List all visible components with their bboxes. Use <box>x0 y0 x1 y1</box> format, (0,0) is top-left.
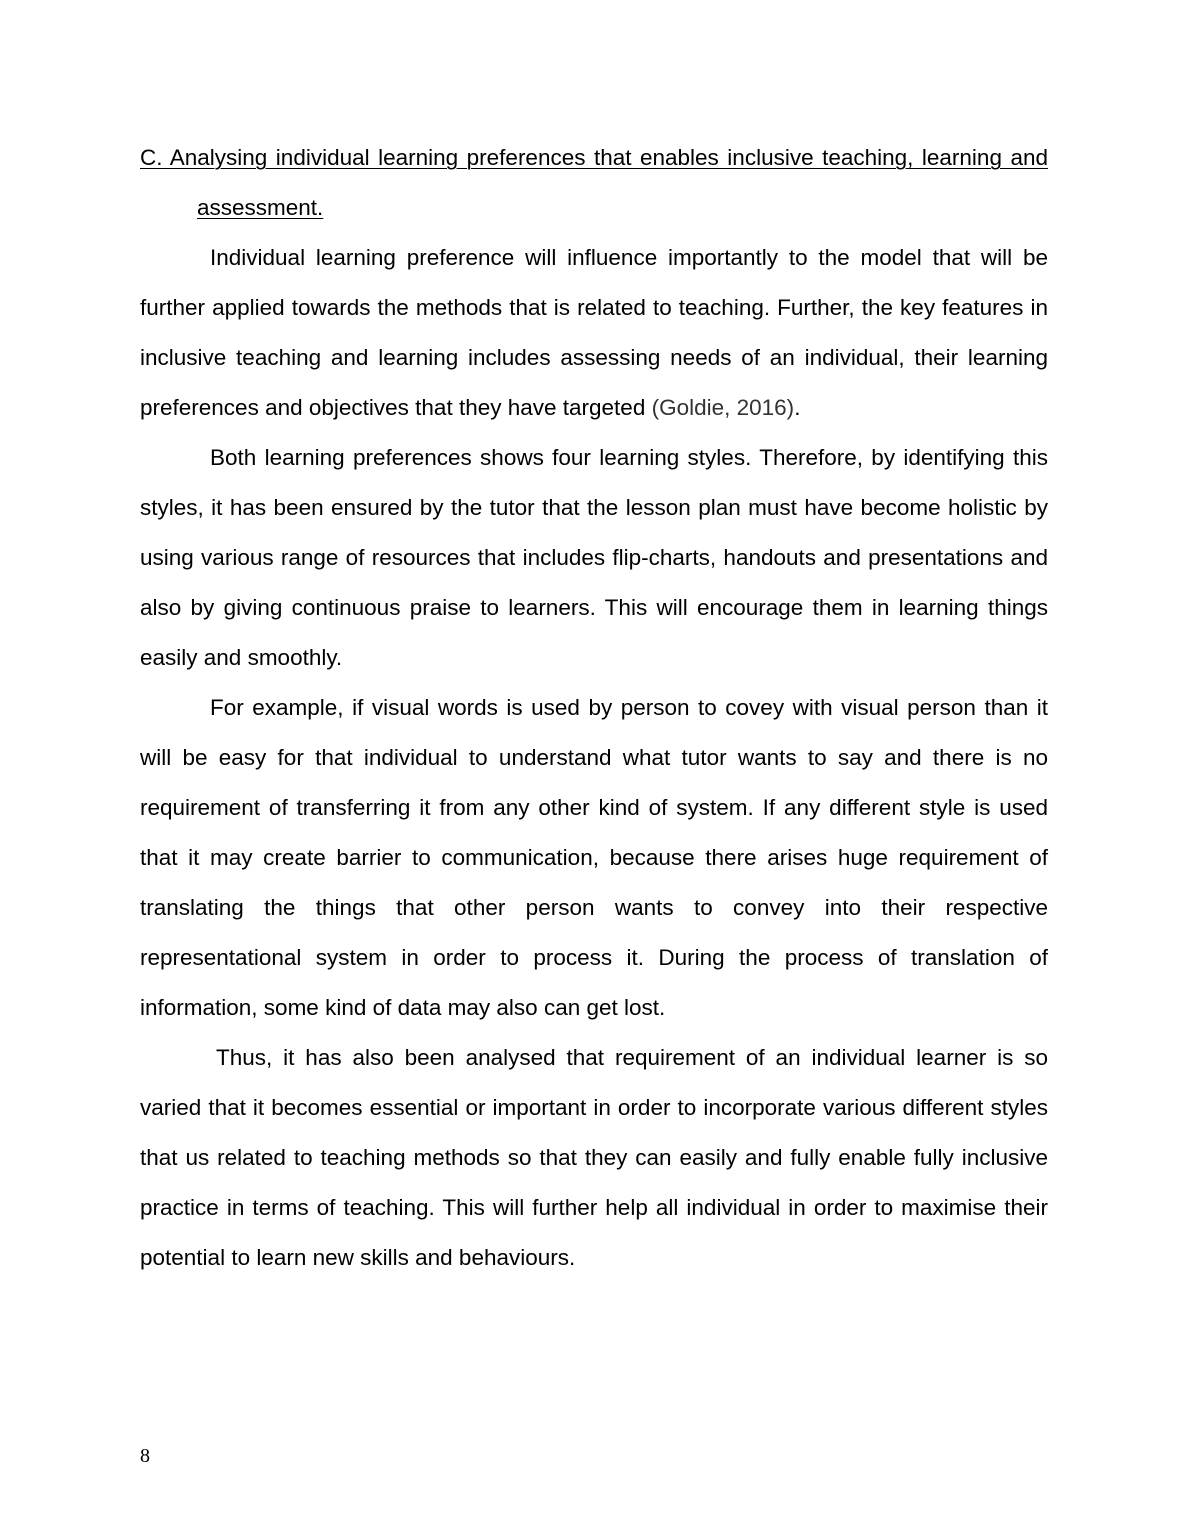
citation-goldie: (Goldie, 2016) <box>651 395 795 420</box>
section-heading <box>140 133 1048 233</box>
page-number: 8 <box>140 1445 150 1467</box>
paragraph-1-end: . <box>794 395 801 420</box>
paragraph-2 <box>140 433 1048 683</box>
section-heading-text: C. Analysing individual learning preferences that enables inclusive teaching, learning and assessment. <box>140 145 1048 220</box>
document-body <box>140 133 1048 1283</box>
paragraph-1 <box>140 233 1048 433</box>
paragraph-2-text: Both learning preferences shows four learning styles. Therefore, by identifying this styles, it has been ensured by the tutor that the lesson plan must have become holistic by using various range of resources that includes flip-charts, handouts and presentations and also by giving continuous praise to learners. This will encourage them in learning things easily and smoothly. <box>140 445 1048 670</box>
paragraph-4 <box>140 1033 1048 1283</box>
paragraph-1-text: Individual learning preference will influence importantly to the model that will be further applied towards the methods that is related to teaching. Further, the key features in inclusive teaching and learning includes assessing needs of an individual, their learning preferences and objectives that they have targeted <box>140 245 1048 420</box>
paragraph-4-text: Thus, it has also been analysed that requirement of an individual learner is so varied that it becomes essential or important in order to incorporate various different styles that us related to teaching methods so that they can easily and fully enable fully inclusive practice in terms of teaching. This will further help all individual in order to maximise their potential to learn new skills and behaviours. <box>140 1045 1048 1270</box>
paragraph-3-text: For example, if visual words is used by person to covey with visual person than it will be easy for that individual to understand what tutor wants to say and there is no requirement of transferring it from any other kind of system. If any different style is used that it may create barrier to communication, because there arises huge requirement of translating the things that other person wants to convey into their respective representational system in order to process it. During the process of translation of information, some kind of data may also can get lost. <box>140 695 1048 1020</box>
paragraph-3 <box>140 683 1048 1033</box>
